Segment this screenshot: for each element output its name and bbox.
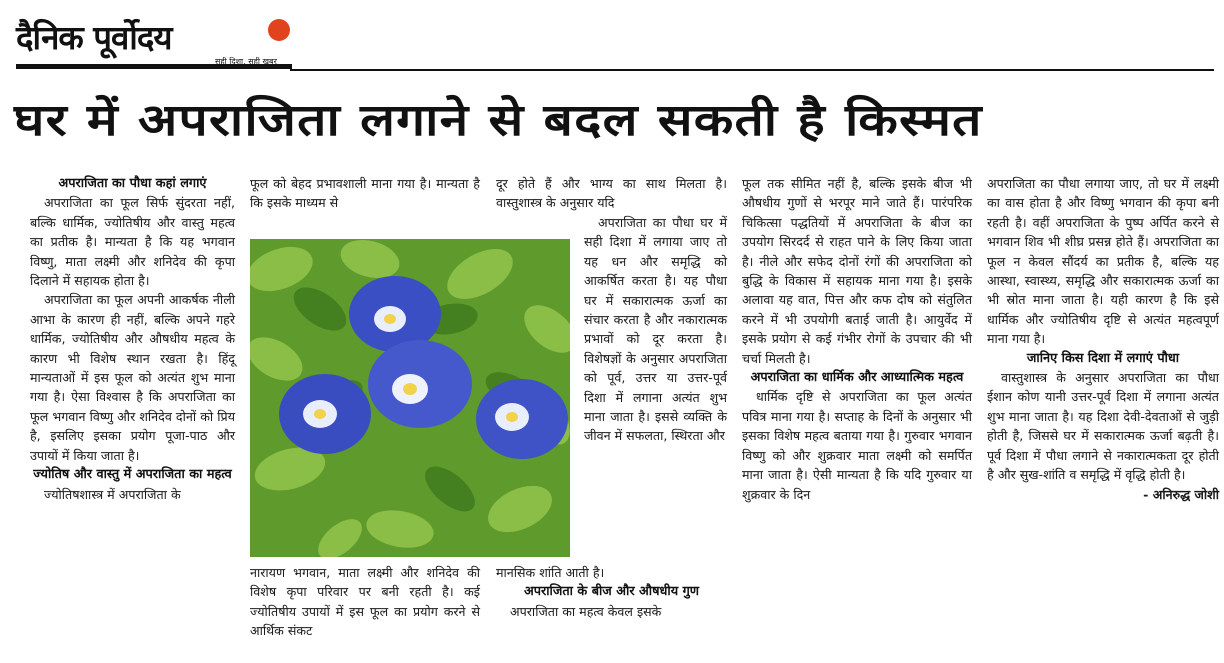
paragraph: फूल को बेहद प्रभावशाली माना गया है। मान्यता है कि इसके माध्यम से — [250, 176, 480, 211]
paragraph: फूल तक सीमित नहीं है, बल्कि इसके बीज भी औषधीय गुणों से भरपूर माने जाते हैं। पारंपरिक चिकित्सा पद्धतियों में अपराजिता के बीज का उपयोग सिरदर्द से राहत पाने के लिए किया जाता है। नीले और सफेद दोनों रंगों की अपराजिता को बुद्धि के विकास में सहायक माना गया है। इसके अलावा यह वात, पित्त और कफ दोष को संतुलित करने में भी उपयोगी बताई जाती है। आयुर्वेद में इसके प्रयोग से कई गंभीर रोगों के उपचार की भी चर्चा मिलती है। — [742, 176, 972, 366]
paragraph: धार्मिक दृष्टि से अपराजिता का फूल अत्यंत पवित्र माना गया है। सप्ताह के दिनों के अनुसार भी इसका विशेष महत्व बताया गया है। गुरुवार भगवान विष्णु को और शुक्रवार माता लक्ष्मी को समर्पित माना जाता है। ऐसी मान्यता है कि यदि गुरुवार या शुक्रवार के दिन — [742, 389, 972, 502]
column-5 — [987, 174, 1219, 504]
column-3-bottom — [496, 563, 727, 621]
paragraph: अपराजिता का पौधा घर में सही दिशा में लगाया जाए तो यह धन और समृद्धि को आकर्षित करता है। यह पौधा घर में सकारात्मक ऊर्जा का संचार करता है और नकारात्मक प्रभावों को दूर करता है। विशेषज्ञों के अनुसार अपराजिता को पूर्व, उत्तर या उत्तर-पूर्व दिशा में लगाना अत्यंत शुभ माना जाता है। इससे व्यक्ति के जीवन में सफलता, स्थिरता और — [584, 215, 727, 444]
paragraph: दूर होते हैं और भाग्य का साथ मिलता है। वास्तुशास्त्र के अनुसार यदि — [496, 176, 727, 211]
subheading-which-direction: जानिए किस दिशा में लगाएं पौधा — [1026, 350, 1180, 366]
paragraph: अपराजिता का पौधा लगाया जाए, तो घर में लक्ष्मी का वास होता है और विष्णु भगवान की कृपा बनी रहती है। वहीं अपराजिता के पुष्प अर्पित करने से भगवान शिव भी शीघ्र प्रसन्न होते हैं। अपराजिता का फूल न केवल सौंदर्य का प्रतीक है, बल्कि यह आस्था, स्वास्थ्य, समृद्धि और सकारात्मक ऊर्जा का भी स्रोत माना जाता है। यही कारण है कि इसे धार्मिक और ज्योतिषीय दृष्टि से अत्यंत महत्वपूर्ण माना गया है। — [987, 176, 1219, 347]
author-byline: - अनिरुद्ध जोशी — [1143, 486, 1219, 502]
subheading-astrology-vastu: ज्योतिष और वास्तु में अपराजिता का महत्व — [33, 467, 232, 483]
column-4 — [742, 174, 972, 504]
subheading-seeds-medicinal: अपराजिता के बीज और औषधीय गुण — [523, 584, 700, 600]
paragraph: अपराजिता का महत्व केवल इसके — [510, 603, 662, 619]
article-headline: घर में अपराजिता लगाने से बदल सकती है किस्मत — [14, 95, 983, 146]
column-3-top — [496, 174, 727, 213]
paragraph: ज्योतिषशास्त्र में अपराजिता के — [44, 486, 181, 502]
paragraph: मानसिक शांति आती है। — [496, 565, 605, 580]
paragraph: अपराजिता का फूल अपनी आकर्षक नीली आभा के कारण ही नहीं, बल्कि अपने गहरे धार्मिक, ज्योतिषीय और औषधीय महत्व के कारण भी विशेष स्थान रखता है। हिंदू मान्यताओं में इस फूल को अत्यंत शुभ माना गया है। ऐसा विश्वास है कि अपराजिता का फूल भगवान विष्णु और शनिदेव दोनों को प्रिय है, इसलिए इसका प्रयोग पूजा-पाठ और उपायों में किया जाता है। — [30, 292, 235, 463]
column-1 — [30, 174, 235, 504]
paragraph: अपराजिता का फूल सिर्फ सुंदरता नहीं, बल्कि धार्मिक, ज्योतिषीय और वास्तु महत्व का प्रतीक है। मान्यता है कि यह भगवान विष्णु, माता लक्ष्मी और शनिदेव की कृपा दिलाने में सहायक होता है। — [30, 195, 235, 289]
subheading-religious-spiritual: अपराजिता का धार्मिक और आध्यात्मिक महत्व — [750, 370, 964, 386]
subheading-where-to-plant: अपराजिता का पौधा कहां लगाएं — [58, 176, 207, 191]
paragraph: वास्तुशास्त्र के अनुसार अपराजिता का पौधा ईशान कोण यानी उत्तर-पूर्व दिशा में लगाना अत्यंत शुभ माना जाता है। यह दिशा देवी-देवताओं से जुड़ी होती है, जिससे घर में सकारात्मक ऊर्जा बढ़ती है। पूर्व दिशा में पौधा लगाने से नकारात्मकता दूर होती है और सुख-शांति व समृद्धि में वृद्धि होती है। — [987, 370, 1219, 483]
column-3-middle — [584, 213, 727, 446]
flower-illustration — [250, 239, 570, 557]
logo-tagline: सही दिशा, सही खबर — [215, 57, 277, 66]
paragraph: नारायण भगवान, माता लक्ष्मी और शनिदेव की विशेष कृपा परिवार पर बनी रहती है। कई ज्योतिषीय उपायों में इस फूल का प्रयोग करने से आर्थिक संकट — [250, 565, 480, 639]
aparajita-flower-photo — [250, 239, 570, 557]
newspaper-logo: दैनिक पूर्वोदय — [16, 18, 172, 57]
header-rule — [290, 69, 1214, 71]
column-2-bottom — [250, 563, 480, 641]
masthead — [10, 6, 300, 76]
logo-dot-icon — [268, 19, 290, 41]
column-2-top — [250, 174, 480, 213]
